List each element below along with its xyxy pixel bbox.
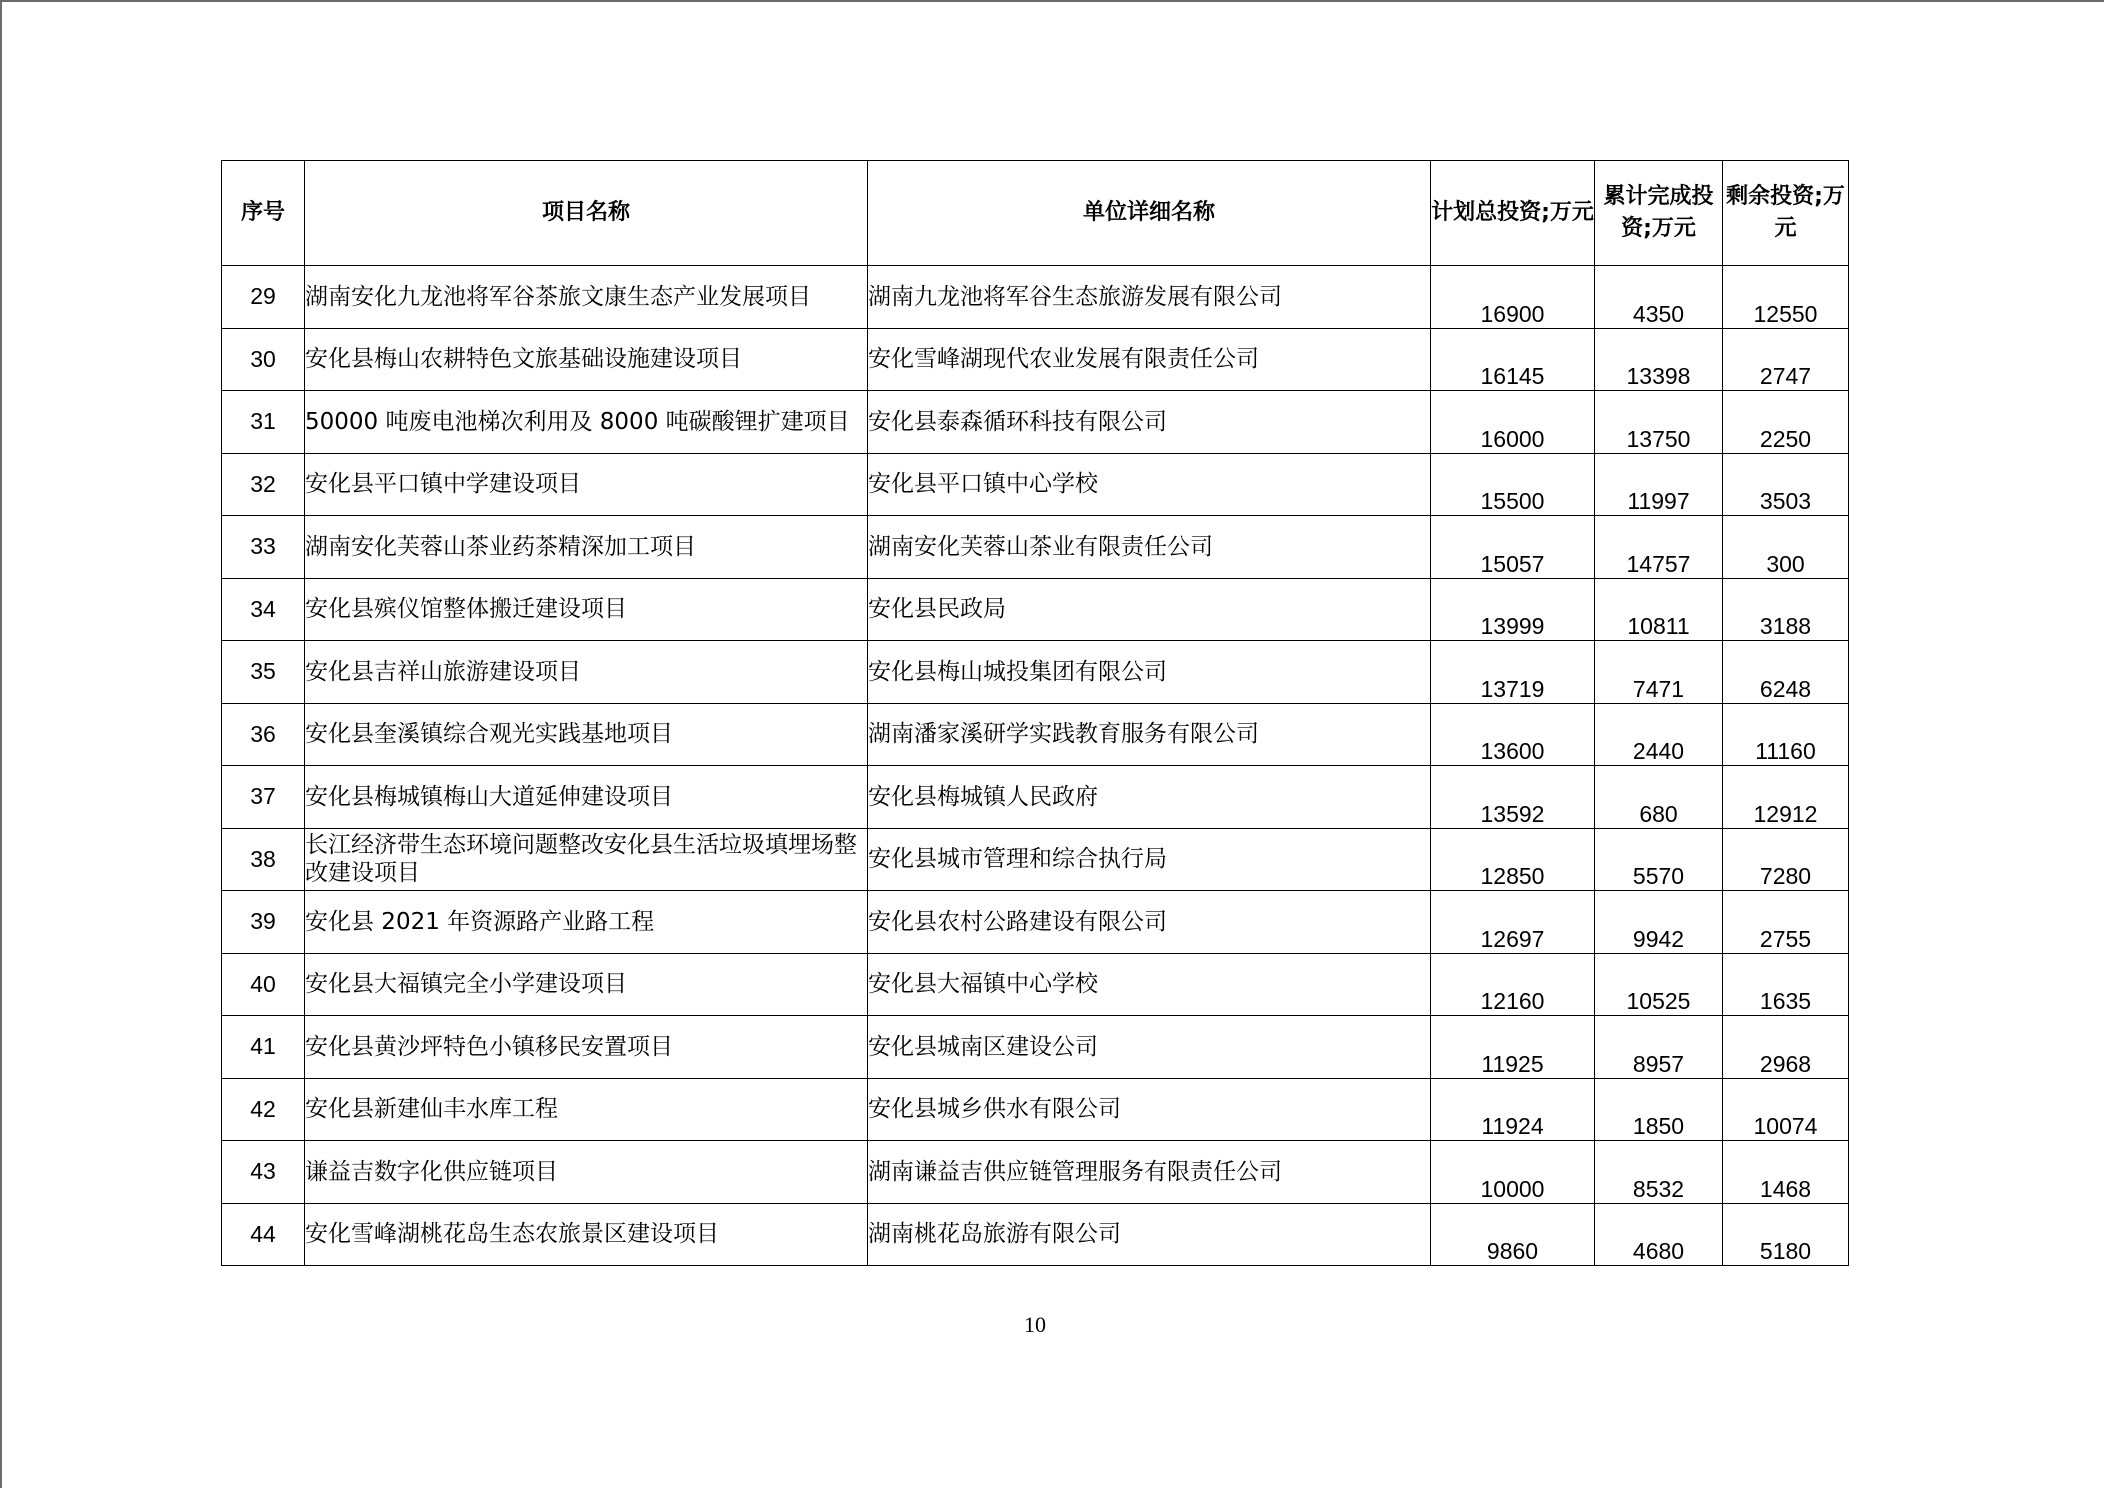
cell-project-name: 安化县黄沙坪特色小镇移民安置项目 <box>305 1016 868 1079</box>
cell-project-name: 安化县大福镇完全小学建设项目 <box>305 953 868 1016</box>
cell-seq: 29 <box>222 266 305 329</box>
cell-remaining-investment: 3503 <box>1723 453 1849 516</box>
cell-unit-name: 安化县城乡供水有限公司 <box>868 1078 1431 1141</box>
cell-completed-investment: 4680 <box>1595 1203 1723 1266</box>
header-planned-investment: 计划总投资;万元 <box>1431 161 1595 266</box>
cell-remaining-investment: 3188 <box>1723 578 1849 641</box>
cell-unit-name: 安化县梅山城投集团有限公司 <box>868 641 1431 704</box>
table-row <box>222 328 1849 391</box>
cell-completed-investment: 8532 <box>1595 1141 1723 1204</box>
cell-planned-investment: 15500 <box>1431 453 1595 516</box>
cell-remaining-investment: 1635 <box>1723 953 1849 1016</box>
table-row <box>222 641 1849 704</box>
cell-remaining-investment: 2747 <box>1723 328 1849 391</box>
cell-project-name: 谦益吉数字化供应链项目 <box>305 1141 868 1204</box>
cell-remaining-investment: 7280 <box>1723 828 1849 891</box>
page-border-left <box>0 0 2 1488</box>
cell-seq: 38 <box>222 828 305 891</box>
cell-remaining-investment: 12550 <box>1723 266 1849 329</box>
cell-completed-investment: 8957 <box>1595 1016 1723 1079</box>
cell-planned-investment: 10000 <box>1431 1141 1595 1204</box>
cell-unit-name: 安化县平口镇中心学校 <box>868 453 1431 516</box>
header-project-name: 项目名称 <box>305 161 868 266</box>
cell-planned-investment: 13600 <box>1431 703 1595 766</box>
cell-project-name: 安化县平口镇中学建设项目 <box>305 453 868 516</box>
table-row <box>222 1016 1849 1079</box>
table-row <box>222 953 1849 1016</box>
cell-planned-investment: 12850 <box>1431 828 1595 891</box>
table-header-row <box>222 161 1849 266</box>
cell-remaining-investment: 10074 <box>1723 1078 1849 1141</box>
cell-unit-name: 湖南安化芙蓉山茶业有限责任公司 <box>868 516 1431 579</box>
cell-seq: 37 <box>222 766 305 829</box>
table-row <box>222 266 1849 329</box>
cell-project-name: 安化雪峰湖桃花岛生态农旅景区建设项目 <box>305 1203 868 1266</box>
cell-project-name: 安化县梅城镇梅山大道延伸建设项目 <box>305 766 868 829</box>
cell-completed-investment: 7471 <box>1595 641 1723 704</box>
cell-unit-name: 安化县大福镇中心学校 <box>868 953 1431 1016</box>
cell-seq: 41 <box>222 1016 305 1079</box>
cell-planned-investment: 16000 <box>1431 391 1595 454</box>
cell-seq: 36 <box>222 703 305 766</box>
table-row <box>222 891 1849 954</box>
cell-project-name: 湖南安化芙蓉山茶业药茶精深加工项目 <box>305 516 868 579</box>
cell-unit-name: 安化县城市管理和综合执行局 <box>868 828 1431 891</box>
cell-project-name: 安化县殡仪馆整体搬迁建设项目 <box>305 578 868 641</box>
cell-completed-investment: 2440 <box>1595 703 1723 766</box>
cell-unit-name: 湖南谦益吉供应链管理服务有限责任公司 <box>868 1141 1431 1204</box>
cell-project-name: 50000 吨废电池梯次利用及 8000 吨碳酸锂扩建项目 <box>305 391 868 454</box>
cell-completed-investment: 10525 <box>1595 953 1723 1016</box>
cell-seq: 40 <box>222 953 305 1016</box>
cell-completed-investment: 13750 <box>1595 391 1723 454</box>
cell-seq: 42 <box>222 1078 305 1141</box>
cell-project-name: 安化县奎溪镇综合观光实践基地项目 <box>305 703 868 766</box>
cell-completed-investment: 5570 <box>1595 828 1723 891</box>
cell-unit-name: 湖南桃花岛旅游有限公司 <box>868 1203 1431 1266</box>
cell-completed-investment: 10811 <box>1595 578 1723 641</box>
cell-planned-investment: 13999 <box>1431 578 1595 641</box>
cell-planned-investment: 9860 <box>1431 1203 1595 1266</box>
cell-project-name: 安化县梅山农耕特色文旅基础设施建设项目 <box>305 328 868 391</box>
cell-seq: 43 <box>222 1141 305 1204</box>
header-completed-investment: 累计完成投资;万元 <box>1595 161 1723 266</box>
header-unit-name: 单位详细名称 <box>868 161 1431 266</box>
cell-unit-name: 湖南九龙池将军谷生态旅游发展有限公司 <box>868 266 1431 329</box>
cell-seq: 32 <box>222 453 305 516</box>
cell-unit-name: 安化县梅城镇人民政府 <box>868 766 1431 829</box>
cell-planned-investment: 11924 <box>1431 1078 1595 1141</box>
cell-completed-investment: 9942 <box>1595 891 1723 954</box>
cell-project-name: 安化县新建仙丰水库工程 <box>305 1078 868 1141</box>
table-row <box>222 578 1849 641</box>
cell-remaining-investment: 2755 <box>1723 891 1849 954</box>
cell-seq: 31 <box>222 391 305 454</box>
investment-table <box>221 160 1849 1266</box>
cell-completed-investment: 14757 <box>1595 516 1723 579</box>
cell-unit-name: 湖南潘家溪研学实践教育服务有限公司 <box>868 703 1431 766</box>
cell-completed-investment: 4350 <box>1595 266 1723 329</box>
cell-remaining-investment: 1468 <box>1723 1141 1849 1204</box>
cell-unit-name: 安化县民政局 <box>868 578 1431 641</box>
cell-planned-investment: 13719 <box>1431 641 1595 704</box>
cell-unit-name: 安化县城南区建设公司 <box>868 1016 1431 1079</box>
cell-project-name: 湖南安化九龙池将军谷茶旅文康生态产业发展项目 <box>305 266 868 329</box>
cell-remaining-investment: 5180 <box>1723 1203 1849 1266</box>
cell-planned-investment: 15057 <box>1431 516 1595 579</box>
cell-remaining-investment: 11160 <box>1723 703 1849 766</box>
cell-remaining-investment: 6248 <box>1723 641 1849 704</box>
cell-remaining-investment: 2250 <box>1723 391 1849 454</box>
table-row <box>222 453 1849 516</box>
table-row <box>222 391 1849 454</box>
table-row <box>222 828 1849 891</box>
cell-planned-investment: 12697 <box>1431 891 1595 954</box>
page-number: 10 <box>1024 1312 1046 1337</box>
header-remaining-investment: 剩余投资;万元 <box>1723 161 1849 266</box>
cell-seq: 44 <box>222 1203 305 1266</box>
cell-project-name: 长江经济带生态环境问题整改安化县生活垃圾填埋场整改建设项目 <box>305 828 868 891</box>
table-row <box>222 1078 1849 1141</box>
table-row <box>222 703 1849 766</box>
page-border-top <box>0 0 2104 2</box>
cell-completed-investment: 1850 <box>1595 1078 1723 1141</box>
cell-unit-name: 安化县泰森循环科技有限公司 <box>868 391 1431 454</box>
cell-remaining-investment: 2968 <box>1723 1016 1849 1079</box>
cell-unit-name: 安化雪峰湖现代农业发展有限责任公司 <box>868 328 1431 391</box>
cell-remaining-investment: 12912 <box>1723 766 1849 829</box>
table-row <box>222 1141 1849 1204</box>
header-seq: 序号 <box>222 161 305 266</box>
cell-completed-investment: 13398 <box>1595 328 1723 391</box>
cell-seq: 39 <box>222 891 305 954</box>
cell-project-name: 安化县吉祥山旅游建设项目 <box>305 641 868 704</box>
cell-planned-investment: 16900 <box>1431 266 1595 329</box>
table-row <box>222 1203 1849 1266</box>
cell-remaining-investment: 300 <box>1723 516 1849 579</box>
cell-project-name: 安化县 2021 年资源路产业路工程 <box>305 891 868 954</box>
cell-completed-investment: 11997 <box>1595 453 1723 516</box>
cell-seq: 30 <box>222 328 305 391</box>
table-row <box>222 766 1849 829</box>
cell-seq: 35 <box>222 641 305 704</box>
cell-planned-investment: 11925 <box>1431 1016 1595 1079</box>
cell-seq: 34 <box>222 578 305 641</box>
cell-planned-investment: 16145 <box>1431 328 1595 391</box>
cell-planned-investment: 12160 <box>1431 953 1595 1016</box>
cell-completed-investment: 680 <box>1595 766 1723 829</box>
cell-planned-investment: 13592 <box>1431 766 1595 829</box>
cell-unit-name: 安化县农村公路建设有限公司 <box>868 891 1431 954</box>
cell-seq: 33 <box>222 516 305 579</box>
table-row <box>222 516 1849 579</box>
